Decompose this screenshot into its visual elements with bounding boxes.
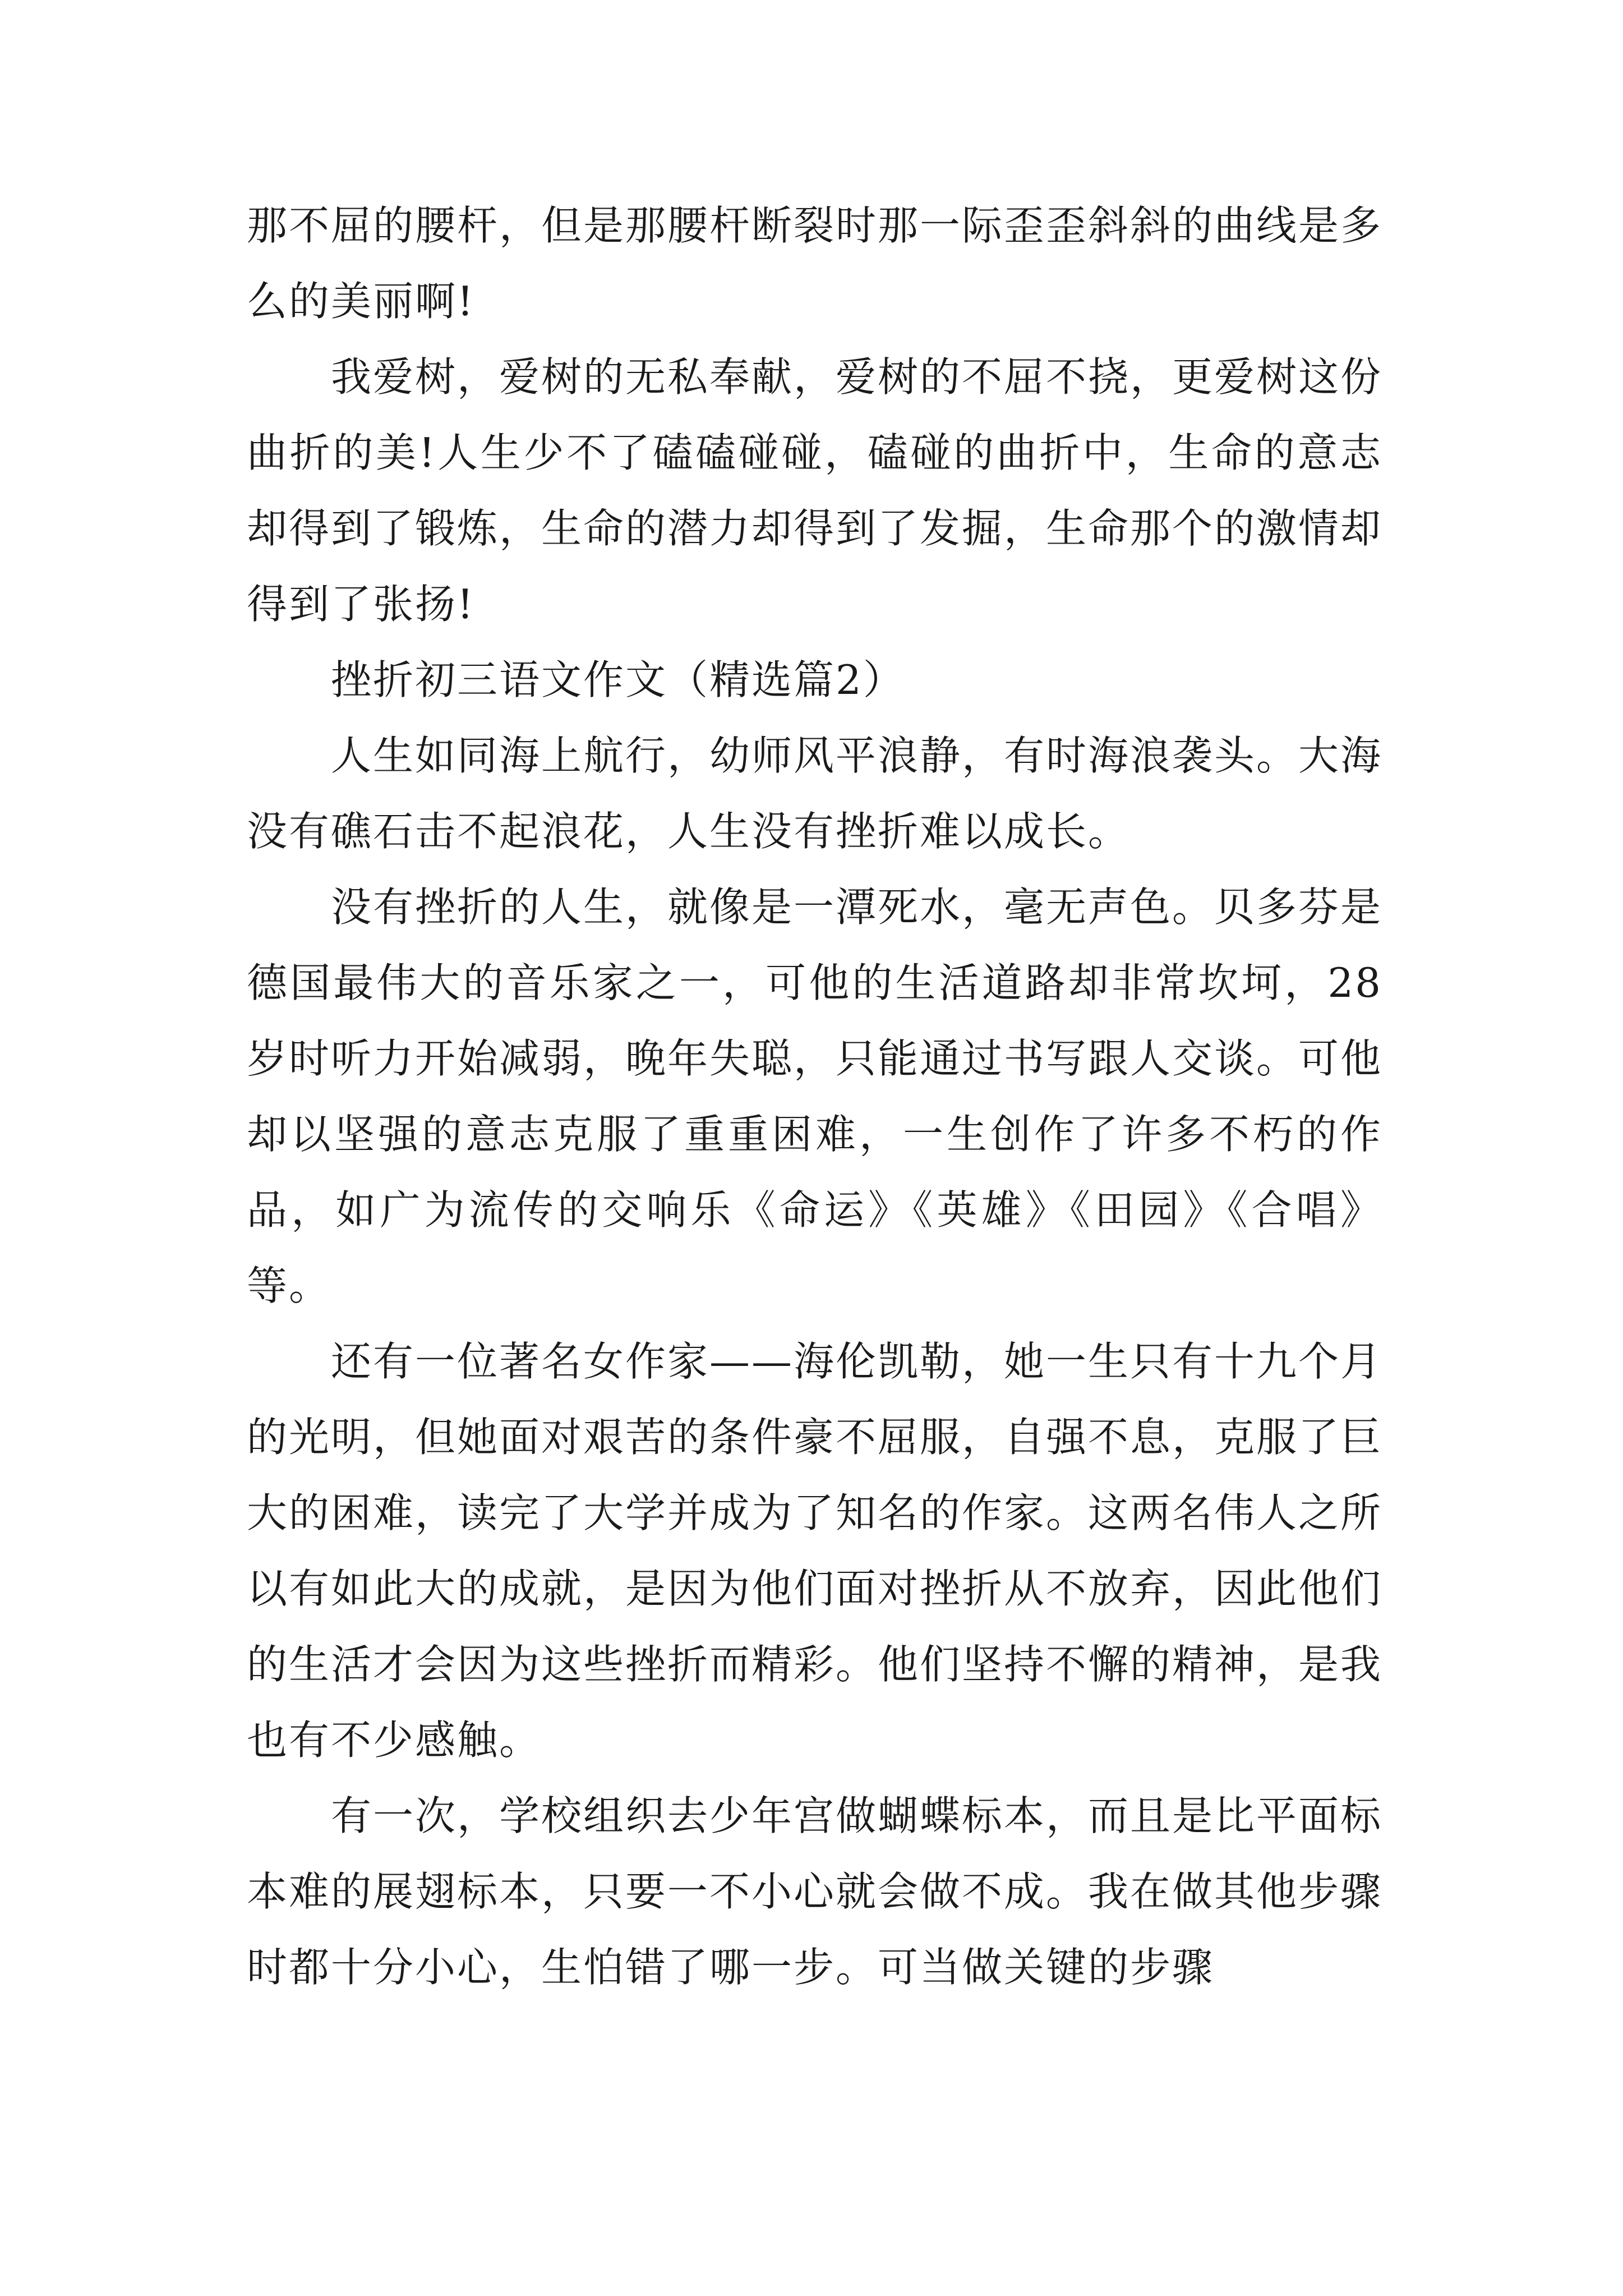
paragraph-3: 人生如同海上航行，幼师风平浪静，有时海浪袭头。大海没有礁石击不起浪花，人生没有挫折难以成长。 xyxy=(247,732,1383,855)
section-heading: 挫折初三语文作文（精选篇2） xyxy=(331,656,905,703)
paragraph-6: 有一次，学校组织去少年宫做蝴蝶标本，而且是比平面标本难的展翅标本，只要一不小心就会做不成。我在做其他步骤时都十分小心，生怕错了哪一步。可当做关键的步骤 xyxy=(247,1792,1383,1991)
paragraph-5: 还有一位著名女作家——海伦凯勒，她一生只有十九个月的光明，但她面对艰苦的条件豪不屈服，自强不息，克服了巨大的困难，读完了大学并成为了知名的作家。这两名伟人之所以有如此大的成就，是因为他们面对挫折从不放弃，因此他们的生活才会因为这些挫折而精彩。他们坚持不懈的精神，是我也有不少感触。 xyxy=(247,1338,1383,1764)
paragraph-4: 没有挫折的人生，就像是一潭死水，毫无声色。贝多芬是德国最伟大的音乐家之一，可他的生活道路却非常坎坷，28岁时听力开始减弱，晚年失聪，只能通过书写跟人交谈。可他却以坚强的意志克服了重重困难，一生创作了许多不朽的作品，如广为流传的交响乐《命运》《英雄》《田园》《合唱》等。 xyxy=(247,884,1383,1309)
document-body xyxy=(247,188,1382,2005)
paragraph-1: 那不屈的腰杆，但是那腰杆断裂时那一际歪歪斜斜的曲线是多么的美丽啊! xyxy=(247,202,1383,325)
paragraph-2: 我爱树，爱树的无私奉献，爱树的不屈不挠，更爱树这份曲折的美!人生少不了磕磕碰碰，磕碰的曲折中，生命的意志却得到了锻炼，生命的潜力却得到了发掘，生命那个的激情却得到了张扬! xyxy=(247,353,1383,628)
